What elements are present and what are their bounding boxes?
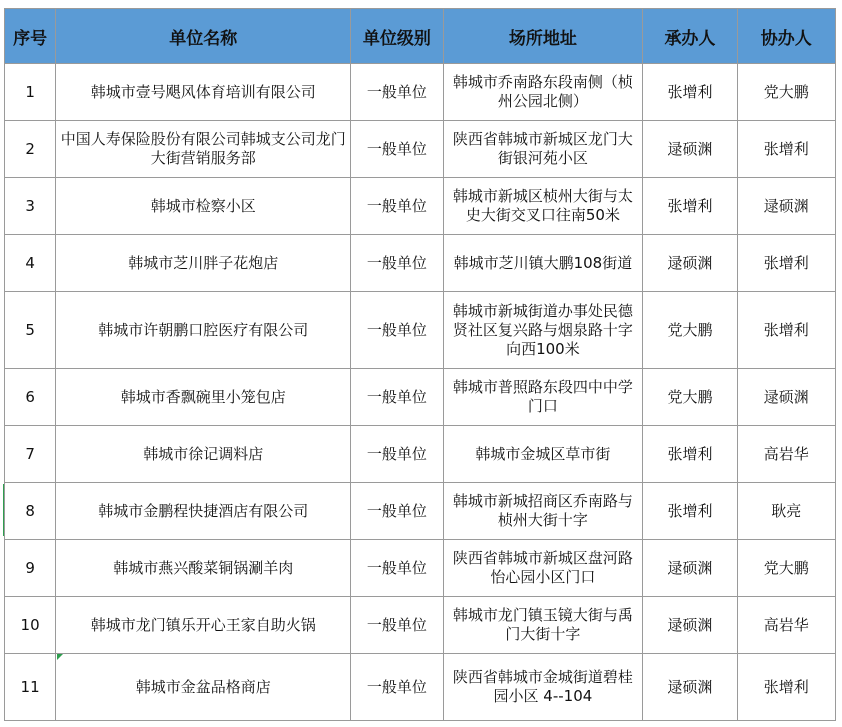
table-row — [5, 121, 836, 178]
header-address[interactable]: 场所地址 — [443, 9, 643, 64]
cell-no[interactable]: 6 — [5, 369, 56, 426]
table-row — [5, 369, 836, 426]
cell-assist[interactable]: 张增利 — [737, 654, 835, 721]
cell-address[interactable]: 陕西省韩城市新城区盘河路怡心园小区门口 — [443, 540, 643, 597]
cell-host[interactable]: 逯硕渊 — [643, 597, 737, 654]
table-row — [5, 483, 836, 540]
cell-address[interactable]: 韩城市新城街道办事处民德贤社区复兴路与烟泉路十字向西100米 — [443, 292, 643, 369]
cell-host[interactable]: 逯硕渊 — [643, 121, 737, 178]
cell-address[interactable]: 韩城市新城招商区乔南路与桢州大街十字 — [443, 483, 643, 540]
cell-level[interactable]: 一般单位 — [351, 654, 443, 721]
table-row — [5, 597, 836, 654]
cell-level[interactable]: 一般单位 — [351, 235, 443, 292]
cell-no[interactable]: 4 — [5, 235, 56, 292]
cell-host[interactable]: 党大鹏 — [643, 292, 737, 369]
cell-name[interactable]: 韩城市龙门镇乐开心王家自助火锅 — [56, 597, 351, 654]
cell-host[interactable]: 张增利 — [643, 64, 737, 121]
cell-no[interactable]: 11 — [5, 654, 56, 721]
cell-no[interactable]: 10 — [5, 597, 56, 654]
cell-no[interactable]: 8 — [5, 483, 56, 540]
header-name[interactable]: 单位名称 — [56, 9, 351, 64]
cell-name[interactable]: 韩城市燕兴酸菜铜锅涮羊肉 — [56, 540, 351, 597]
cell-assist[interactable]: 党大鹏 — [737, 540, 835, 597]
table-row — [5, 654, 836, 721]
cell-address[interactable]: 韩城市金城区草市街 — [443, 426, 643, 483]
cell-assist[interactable]: 逯硕渊 — [737, 178, 835, 235]
cell-host[interactable]: 张增利 — [643, 178, 737, 235]
cell-host[interactable]: 张增利 — [643, 426, 737, 483]
cell-level[interactable]: 一般单位 — [351, 178, 443, 235]
cell-assist[interactable]: 逯硕渊 — [737, 369, 835, 426]
cell-name[interactable]: 韩城市检察小区 — [56, 178, 351, 235]
table-row — [5, 178, 836, 235]
table-row — [5, 292, 836, 369]
cell-name[interactable]: 中国人寿保险股份有限公司韩城支公司龙门大街营销服务部 — [56, 121, 351, 178]
cell-name[interactable]: 韩城市许朝鹏口腔医疗有限公司 — [56, 292, 351, 369]
cell-name[interactable]: 韩城市金鹏程快捷酒店有限公司 — [56, 483, 351, 540]
cell-no[interactable]: 2 — [5, 121, 56, 178]
cell-no[interactable]: 7 — [5, 426, 56, 483]
header-row — [5, 9, 836, 64]
cell-assist[interactable]: 张增利 — [737, 121, 835, 178]
cell-level[interactable]: 一般单位 — [351, 369, 443, 426]
cell-assist[interactable]: 张增利 — [737, 235, 835, 292]
cell-level[interactable]: 一般单位 — [351, 292, 443, 369]
cell-level[interactable]: 一般单位 — [351, 540, 443, 597]
cell-host[interactable]: 张增利 — [643, 483, 737, 540]
cell-name[interactable]: 韩城市徐记调料店 — [56, 426, 351, 483]
cell-address[interactable]: 陕西省韩城市新城区龙门大街银河苑小区 — [443, 121, 643, 178]
cell-level[interactable]: 一般单位 — [351, 483, 443, 540]
cell-assist[interactable]: 高岩华 — [737, 597, 835, 654]
cell-no[interactable]: 9 — [5, 540, 56, 597]
cell-level[interactable]: 一般单位 — [351, 121, 443, 178]
header-level[interactable]: 单位级别 — [351, 9, 443, 64]
cell-assist[interactable]: 耿亮 — [737, 483, 835, 540]
cell-name[interactable]: 韩城市金盆品格商店 — [56, 654, 351, 721]
cell-address[interactable]: 韩城市龙门镇玉镜大街与禹门大街十字 — [443, 597, 643, 654]
cell-assist[interactable]: 党大鹏 — [737, 64, 835, 121]
cell-level[interactable]: 一般单位 — [351, 64, 443, 121]
cell-level[interactable]: 一般单位 — [351, 597, 443, 654]
cell-name[interactable]: 韩城市香飘碗里小笼包店 — [56, 369, 351, 426]
cell-no[interactable]: 1 — [5, 64, 56, 121]
table-row — [5, 235, 836, 292]
table-row — [5, 64, 836, 121]
header-assist[interactable]: 协办人 — [737, 9, 835, 64]
cell-address[interactable]: 韩城市普照路东段四中中学门口 — [443, 369, 643, 426]
cell-address[interactable]: 韩城市芝川镇大鹏108街道 — [443, 235, 643, 292]
unit-table — [4, 8, 836, 721]
cell-host[interactable]: 逯硕渊 — [643, 540, 737, 597]
cell-address[interactable]: 陕西省韩城市金城街道碧桂园小区 4--104 — [443, 654, 643, 721]
table-row — [5, 540, 836, 597]
header-host[interactable]: 承办人 — [643, 9, 737, 64]
cell-name[interactable]: 韩城市芝川胖子花炮店 — [56, 235, 351, 292]
cell-assist[interactable]: 高岩华 — [737, 426, 835, 483]
cell-no[interactable]: 5 — [5, 292, 56, 369]
cell-address[interactable]: 韩城市乔南路东段南侧（桢州公园北侧） — [443, 64, 643, 121]
table-row — [5, 426, 836, 483]
cell-address[interactable]: 韩城市新城区桢州大街与太史大街交叉口往南50米 — [443, 178, 643, 235]
cell-assist[interactable]: 张增利 — [737, 292, 835, 369]
cell-host[interactable]: 党大鹏 — [643, 369, 737, 426]
cell-level[interactable]: 一般单位 — [351, 426, 443, 483]
cell-name[interactable]: 韩城市壹号飓风体育培训有限公司 — [56, 64, 351, 121]
cell-host[interactable]: 逯硕渊 — [643, 235, 737, 292]
cell-no[interactable]: 3 — [5, 178, 56, 235]
cell-host[interactable]: 逯硕渊 — [643, 654, 737, 721]
header-no[interactable]: 序号 — [5, 9, 56, 64]
